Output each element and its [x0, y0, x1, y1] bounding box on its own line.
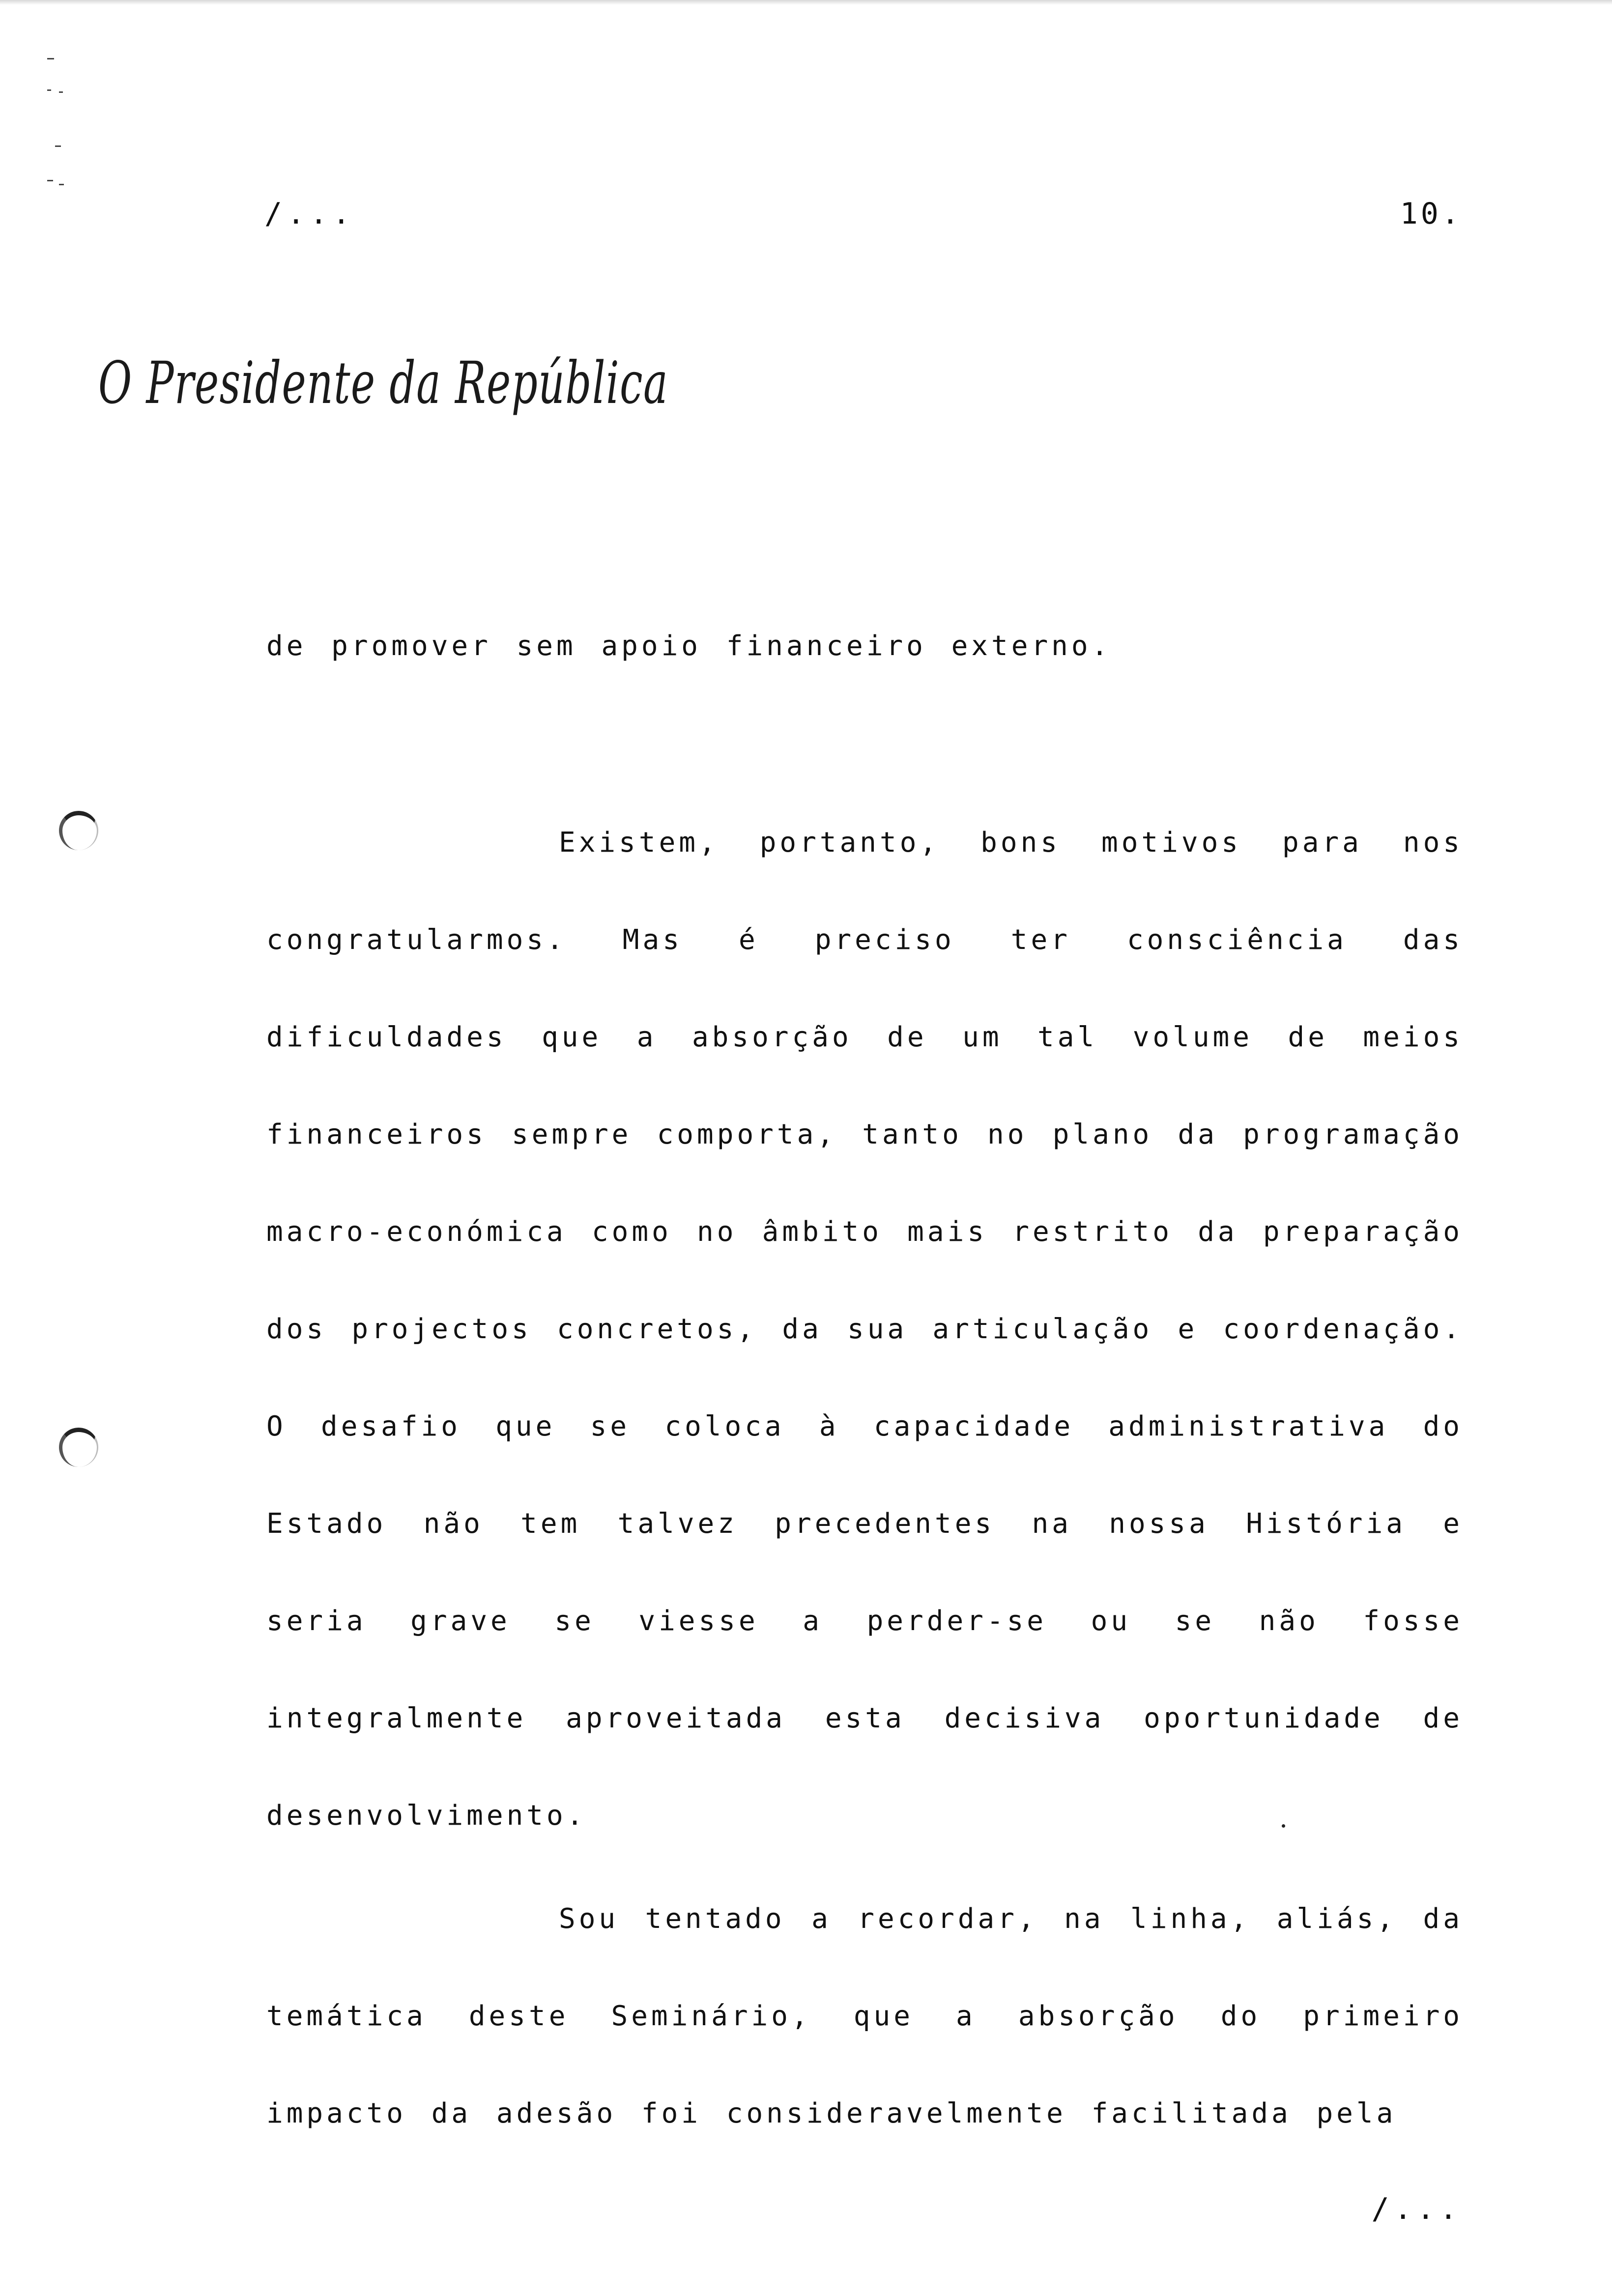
letterhead: [98, 344, 678, 442]
margin-mark: [55, 145, 61, 147]
letterhead-title: O Presidente da República: [98, 349, 668, 417]
scan-top-edge: [0, 0, 1612, 5]
page-number: 10.: [1400, 197, 1462, 231]
punch-hole-icon: [59, 811, 98, 850]
margin-mark: [59, 184, 64, 185]
header-continuation-marker: /...: [264, 197, 355, 231]
paragraph: Existem, portanto, bons motivos para nos congratularmos. Mas é preciso ter consciência das dificuldades que a absorção de um tal volume de meios financeiros sempre comporta, tanto no plano da programação macro-económica como no âmbito mais restrito da preparação dos projectos concretos, da sua articulação e coordenação. O desafio que se coloca à capacidade administrativa do Estado não tem talvez precedentes na nossa História e seria grave se viesse a perder-se ou se não fosse integralmente aproveitada esta decisiva oportunidade de desenvolvimento.: [266, 827, 1463, 1832]
stray-mark: [1282, 1824, 1285, 1828]
margin-mark: [47, 180, 53, 181]
margin-mark: [47, 89, 51, 91]
margin-mark: [59, 91, 63, 93]
punch-hole-icon: [59, 1428, 98, 1467]
margin-mark: [47, 58, 54, 59]
paragraph: Sou tentado a recordar, na linha, aliás, da temática deste Seminário, que a absorção do primeiro impacto da adesão foi consideravelmente facilitada pela: [266, 1903, 1463, 2129]
paragraph: de promover sem apoio financeiro externo.: [266, 630, 1112, 662]
footer-continuation-marker: /...: [1371, 2192, 1462, 2226]
letterhead-script-logo: [98, 344, 678, 442]
